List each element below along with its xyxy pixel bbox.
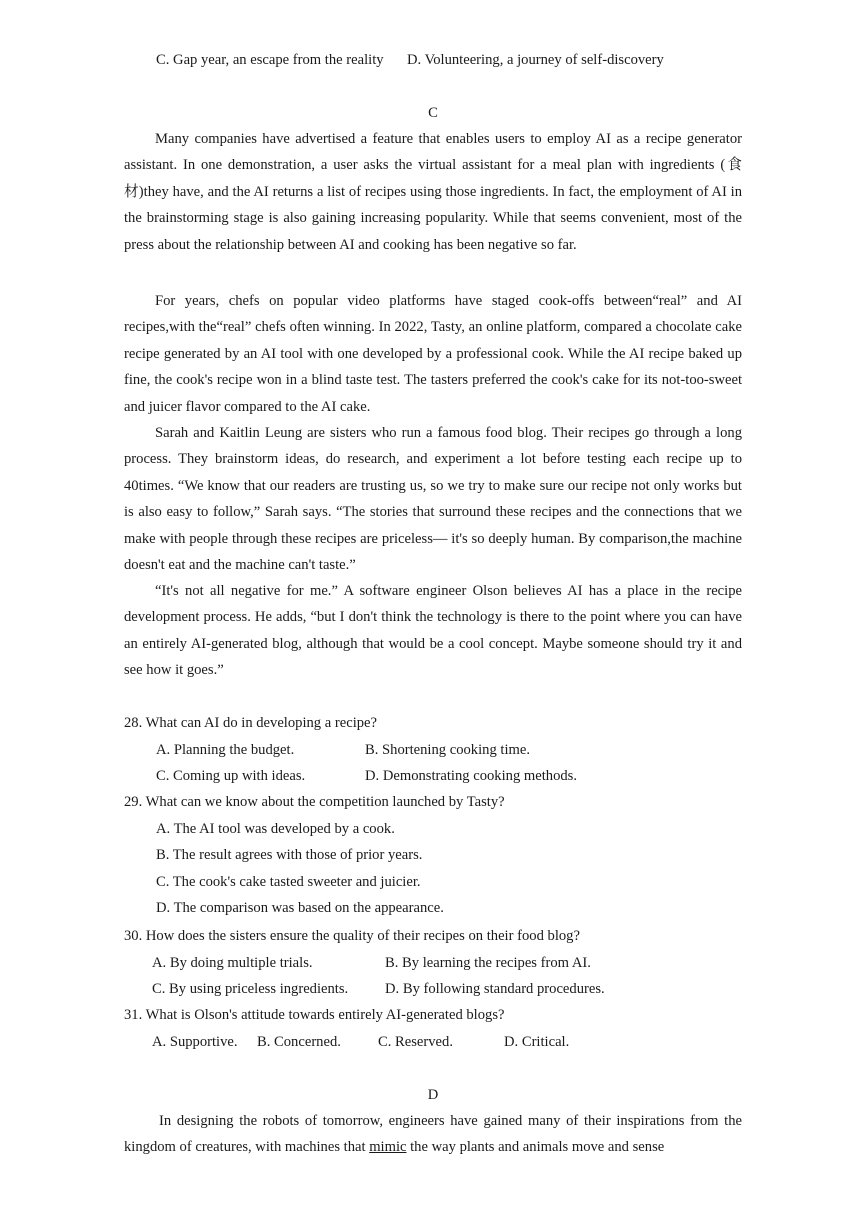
question-31-stem: 31. What is Olson's attitude towards entirely AI-generated blogs? xyxy=(124,1007,505,1023)
question-28-stem: 28. What can AI do in developing a recipe? xyxy=(124,715,378,731)
section-d-heading: D xyxy=(427,1087,439,1103)
passage-c-paragraph-3: Sarah and Kaitlin Leung are sisters who run a famous food blog. Their recipes go through a long process. They brainstorm ideas, do research, and experiment a lot before testing each recipe up to 40times. “We know that our readers are trusting us, so we try to make sure our recipe not only works but is also easy to follow,” Sarah says. “The stories that surround these recipes and the connections that we make with people through these recipes are priceless— it's so deeply human. By comparison,the machine doesn't eat and the machine can't taste.” xyxy=(124,425,742,574)
passage-d-text-after: the way plants and animals move and sense xyxy=(406,1139,665,1156)
question-28-option-b: B. Shortening cooking time. xyxy=(365,742,530,758)
passage-d-underlined-word: mimic xyxy=(369,1139,407,1156)
question-29-option-d: D. The comparison was based on the appearance. xyxy=(156,900,444,916)
option-d-volunteering: D. Volunteering, a journey of self-discovery xyxy=(407,52,664,68)
question-30-option-a: A. By doing multiple trials. xyxy=(152,955,313,971)
option-c-gap-year: C. Gap year, an escape from the reality xyxy=(156,52,384,68)
passage-c-paragraph-1: Many companies have advertised a feature that enables users to employ AI as a recipe generator assistant. In one demonstration, a user asks the virtual assistant for a meal plan with ingredients (食材)they have, and the AI returns a list of recipes using those ingredients. In fact, the employment of AI in the brainstorming stage is also gaining increasing popularity. While that seems convenient, most of the press about the relationship between AI and cooking has been negative so far. xyxy=(124,131,742,253)
passage-c-paragraph-2: For years, chefs on popular video platforms have staged cook-offs between“real” and AI recipes,with the“real” chefs often winning. In 2022, Tasty, an online platform, compared a chocolate cake recipe generated by an AI tool with one developed by a professional cook. While the AI recipe baked up fine, the cook's recipe won in a blind taste test. The tasters preferred the cook's cake for its not-too-sweet and juicer flavor compared to the AI cake. xyxy=(124,293,742,415)
question-28-option-c: C. Coming up with ideas. xyxy=(156,768,306,784)
question-28-option-d: D. Demonstrating cooking methods. xyxy=(365,768,577,784)
question-29-option-b: B. The result agrees with those of prior years. xyxy=(156,847,423,863)
question-29-option-c: C. The cook's cake tasted sweeter and juicier. xyxy=(156,874,421,890)
question-31-option-a: A. Supportive. xyxy=(152,1034,238,1050)
question-29-stem: 29. What can we know about the competition launched by Tasty? xyxy=(124,794,505,810)
section-c-heading: C xyxy=(428,105,438,121)
question-31-option-d: D. Critical. xyxy=(504,1034,570,1050)
passage-c-paragraph-4: “It's not all negative for me.” A software engineer Olson believes AI has a place in the recipe development process. He adds, “but I don't think the technology is there to the point where you can have an entirely AI-generated blog, although that would be a cool concept. Maybe someone should try it and see how it goes.” xyxy=(124,583,742,679)
question-30-option-d: D. By following standard procedures. xyxy=(385,981,605,997)
question-30-stem: 30. How does the sisters ensure the quality of their recipes on their food blog? xyxy=(124,928,580,944)
question-31-option-c: C. Reserved. xyxy=(378,1034,453,1050)
question-31-option-b: B. Concerned. xyxy=(257,1034,341,1050)
passage-d-paragraph-1 xyxy=(124,1108,742,1161)
question-30-option-b: B. By learning the recipes from AI. xyxy=(385,955,591,971)
question-30-option-c: C. By using priceless ingredients. xyxy=(152,981,349,997)
question-28-option-a: A. Planning the budget. xyxy=(156,742,295,758)
passage-d-text-before: In designing the robots of tomorrow, engineers have gained many of their inspirations from the kingdom of creatures, with machines that xyxy=(124,1113,742,1156)
question-29-option-a: A. The AI tool was developed by a cook. xyxy=(156,821,395,837)
